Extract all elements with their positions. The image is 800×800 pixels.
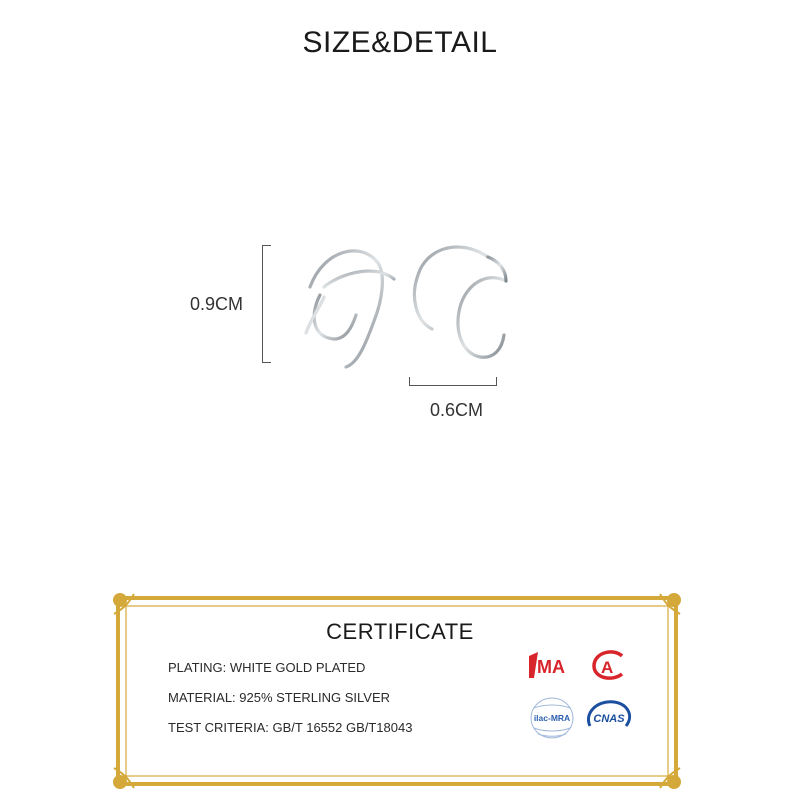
cnas-logo	[584, 698, 634, 734]
right-ear-cuff	[414, 247, 506, 357]
width-bracket	[409, 377, 497, 386]
test-criteria-spec: TEST CRITERIA: GB/T 16552 GB/T18043	[168, 720, 413, 735]
cma-logo-text: MA	[537, 657, 565, 677]
cal-logo-text: A	[601, 658, 614, 677]
certificate-title: CERTIFICATE	[326, 619, 474, 644]
ilac-mra-logo-text: ilac-MRA	[533, 713, 571, 723]
left-ear-cuff	[306, 251, 394, 367]
width-label: 0.6CM	[430, 400, 484, 420]
cal-logo	[588, 648, 630, 682]
ear-cuff-pair-icon	[290, 235, 530, 375]
plating-spec: PLATING: WHITE GOLD PLATED	[168, 660, 366, 675]
cma-logo	[526, 650, 576, 680]
cnas-logo-text: CNAS	[593, 713, 625, 725]
height-label: 0.9CM	[190, 294, 244, 314]
page-title: SIZE&DETAIL	[302, 26, 498, 59]
material-spec: MATERIAL: 925% STERLING SILVER	[168, 690, 391, 705]
height-bracket	[262, 245, 271, 363]
ilac-mra-logo	[528, 696, 576, 740]
